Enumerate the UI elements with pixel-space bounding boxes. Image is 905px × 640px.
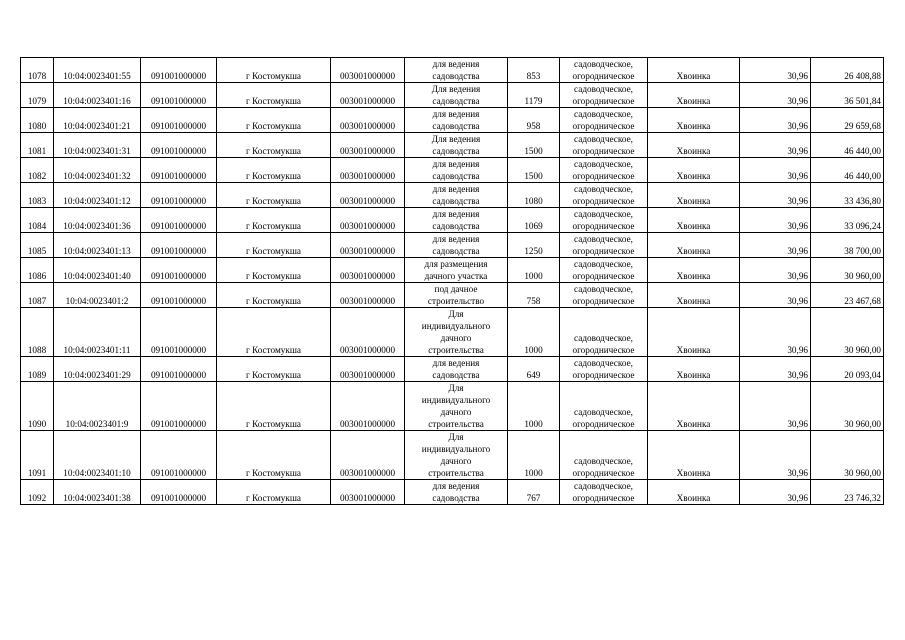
row-number-cell: 1087 bbox=[21, 283, 54, 308]
zone-code-cell: 003001000000 bbox=[331, 133, 405, 158]
category-line: огородническое bbox=[572, 296, 635, 306]
permitted-use-line: Для ведения bbox=[431, 84, 481, 94]
permitted-use-line: для ведения bbox=[432, 59, 480, 69]
category-line: огородническое bbox=[572, 171, 635, 181]
cadastral-value-cell: 23 467,68 bbox=[811, 283, 884, 308]
cadastral-value-cell: 26 408,88 bbox=[811, 58, 884, 83]
category-cell bbox=[560, 158, 648, 183]
category-line: садоводческое, bbox=[574, 481, 633, 491]
category-line: садоводческое, bbox=[574, 407, 633, 417]
area-cell: 853 bbox=[508, 58, 560, 83]
permitted-use-line: садоводства bbox=[432, 171, 480, 181]
cadastral-number-cell: 10:04:0023401:21 bbox=[54, 108, 141, 133]
permitted-use-line: для ведения bbox=[432, 358, 480, 368]
permitted-use-line: Для bbox=[448, 432, 464, 442]
zone-code-cell: 003001000000 bbox=[331, 431, 405, 480]
city-cell: г Костомукша bbox=[217, 58, 331, 83]
permitted-use-line: дачного участка bbox=[424, 271, 488, 281]
area-cell: 1000 bbox=[508, 308, 560, 357]
cadastral-number-cell: 10:04:0023401:29 bbox=[54, 357, 141, 382]
category-line: огородническое bbox=[572, 196, 635, 206]
category-cell bbox=[560, 58, 648, 83]
permitted-use-line: индивидуального bbox=[421, 321, 491, 331]
city-cell: г Костомукша bbox=[217, 208, 331, 233]
permitted-use-line: Для bbox=[448, 309, 464, 319]
area-cell: 958 bbox=[508, 108, 560, 133]
cadastral-value-cell: 33 096,24 bbox=[811, 208, 884, 233]
category-line: огородническое bbox=[572, 146, 635, 156]
cadastral-number-cell: 10:04:0023401:40 bbox=[54, 258, 141, 283]
city-cell: г Костомукша bbox=[217, 382, 331, 431]
permitted-use-line: дачного bbox=[440, 333, 472, 343]
permitted-use-cell bbox=[405, 283, 508, 308]
permitted-use-cell bbox=[405, 258, 508, 283]
row-number-cell: 1084 bbox=[21, 208, 54, 233]
city-cell: г Костомукша bbox=[217, 283, 331, 308]
okato-code-cell: 091001000000 bbox=[141, 183, 217, 208]
permitted-use-line: для ведения bbox=[432, 234, 480, 244]
location-cell: Хвоинка bbox=[648, 158, 740, 183]
category-line: садоводческое, bbox=[574, 109, 633, 119]
okato-code-cell: 091001000000 bbox=[141, 382, 217, 431]
cadastral-value-cell: 46 440,00 bbox=[811, 158, 884, 183]
permitted-use-line: строительства bbox=[428, 468, 484, 478]
area-cell: 1069 bbox=[508, 208, 560, 233]
rate-cell: 30,96 bbox=[740, 431, 811, 480]
area-cell: 1250 bbox=[508, 233, 560, 258]
city-cell: г Костомукша bbox=[217, 357, 331, 382]
okato-code-cell: 091001000000 bbox=[141, 357, 217, 382]
category-cell bbox=[560, 208, 648, 233]
rate-cell: 30,96 bbox=[740, 283, 811, 308]
city-cell: г Костомукша bbox=[217, 183, 331, 208]
okato-code-cell: 091001000000 bbox=[141, 58, 217, 83]
location-cell: Хвоинка bbox=[648, 308, 740, 357]
cadastral-value-cell: 23 746,32 bbox=[811, 480, 884, 505]
row-number-cell: 1082 bbox=[21, 158, 54, 183]
okato-code-cell: 091001000000 bbox=[141, 283, 217, 308]
area-cell: 1000 bbox=[508, 431, 560, 480]
area-cell: 1179 bbox=[508, 83, 560, 108]
category-line: садоводческое, bbox=[574, 333, 633, 343]
category-line: садоводческое, bbox=[574, 84, 633, 94]
row-number-cell: 1081 bbox=[21, 133, 54, 158]
permitted-use-cell bbox=[405, 357, 508, 382]
okato-code-cell: 091001000000 bbox=[141, 108, 217, 133]
table-row bbox=[21, 208, 884, 233]
cadastral-number-cell: 10:04:0023401:10 bbox=[54, 431, 141, 480]
okato-code-cell: 091001000000 bbox=[141, 83, 217, 108]
permitted-use-line: для ведения bbox=[432, 209, 480, 219]
category-line: огородническое bbox=[572, 271, 635, 281]
category-line: огородническое bbox=[572, 468, 635, 478]
okato-code-cell: 091001000000 bbox=[141, 133, 217, 158]
category-line: садоводческое, bbox=[574, 209, 633, 219]
table-row bbox=[21, 357, 884, 382]
row-number-cell: 1078 bbox=[21, 58, 54, 83]
permitted-use-line: для ведения bbox=[432, 109, 480, 119]
permitted-use-line: садоводства bbox=[432, 196, 480, 206]
permitted-use-cell bbox=[405, 308, 508, 357]
cadastral-number-cell: 10:04:0023401:2 bbox=[54, 283, 141, 308]
row-number-cell: 1080 bbox=[21, 108, 54, 133]
permitted-use-line: строительства bbox=[428, 345, 484, 355]
table-row bbox=[21, 183, 884, 208]
category-line: садоводческое, bbox=[574, 159, 633, 169]
zone-code-cell: 003001000000 bbox=[331, 58, 405, 83]
permitted-use-cell bbox=[405, 83, 508, 108]
cadastral-value-cell: 30 960,00 bbox=[811, 308, 884, 357]
category-cell bbox=[560, 133, 648, 158]
rate-cell: 30,96 bbox=[740, 233, 811, 258]
permitted-use-line: для ведения bbox=[432, 481, 480, 491]
cadastral-value-cell: 38 700,00 bbox=[811, 233, 884, 258]
cadastral-value-cell: 33 436,80 bbox=[811, 183, 884, 208]
area-cell: 1500 bbox=[508, 158, 560, 183]
permitted-use-line: садоводства bbox=[432, 246, 480, 256]
location-cell: Хвоинка bbox=[648, 133, 740, 158]
okato-code-cell: 091001000000 bbox=[141, 233, 217, 258]
cadastral-number-cell: 10:04:0023401:9 bbox=[54, 382, 141, 431]
permitted-use-line: садоводства bbox=[432, 370, 480, 380]
zone-code-cell: 003001000000 bbox=[331, 258, 405, 283]
table-row bbox=[21, 133, 884, 158]
category-cell bbox=[560, 233, 648, 258]
zone-code-cell: 003001000000 bbox=[331, 83, 405, 108]
table-row bbox=[21, 283, 884, 308]
row-number-cell: 1089 bbox=[21, 357, 54, 382]
location-cell: Хвоинка bbox=[648, 183, 740, 208]
area-cell: 1000 bbox=[508, 258, 560, 283]
cadastral-value-cell: 30 960,00 bbox=[811, 382, 884, 431]
permitted-use-cell bbox=[405, 233, 508, 258]
permitted-use-cell bbox=[405, 480, 508, 505]
city-cell: г Костомукша bbox=[217, 308, 331, 357]
location-cell: Хвоинка bbox=[648, 431, 740, 480]
zone-code-cell: 003001000000 bbox=[331, 382, 405, 431]
city-cell: г Костомукша bbox=[217, 108, 331, 133]
cadastral-number-cell: 10:04:0023401:16 bbox=[54, 83, 141, 108]
category-line: огородническое bbox=[572, 221, 635, 231]
table-row bbox=[21, 58, 884, 83]
cadastral-value-cell: 30 960,00 bbox=[811, 431, 884, 480]
zone-code-cell: 003001000000 bbox=[331, 208, 405, 233]
land-register-table bbox=[20, 57, 884, 505]
cadastral-value-cell: 46 440,00 bbox=[811, 133, 884, 158]
rate-cell: 30,96 bbox=[740, 158, 811, 183]
zone-code-cell: 003001000000 bbox=[331, 308, 405, 357]
city-cell: г Костомукша bbox=[217, 480, 331, 505]
cadastral-value-cell: 20 093,04 bbox=[811, 357, 884, 382]
category-cell bbox=[560, 108, 648, 133]
category-line: огородническое bbox=[572, 345, 635, 355]
category-cell bbox=[560, 431, 648, 480]
permitted-use-line: индивидуального bbox=[421, 444, 491, 454]
category-line: огородническое bbox=[572, 370, 635, 380]
category-cell bbox=[560, 258, 648, 283]
location-cell: Хвоинка bbox=[648, 357, 740, 382]
row-number-cell: 1088 bbox=[21, 308, 54, 357]
category-line: садоводческое, bbox=[574, 358, 633, 368]
cadastral-value-cell: 30 960,00 bbox=[811, 258, 884, 283]
permitted-use-line: строительство bbox=[427, 296, 485, 306]
okato-code-cell: 091001000000 bbox=[141, 431, 217, 480]
row-number-cell: 1086 bbox=[21, 258, 54, 283]
area-cell: 758 bbox=[508, 283, 560, 308]
permitted-use-line: под дачное bbox=[434, 284, 478, 294]
cadastral-number-cell: 10:04:0023401:11 bbox=[54, 308, 141, 357]
city-cell: г Костомукша bbox=[217, 133, 331, 158]
table-row bbox=[21, 233, 884, 258]
rate-cell: 30,96 bbox=[740, 382, 811, 431]
category-cell bbox=[560, 382, 648, 431]
permitted-use-cell bbox=[405, 431, 508, 480]
category-cell bbox=[560, 308, 648, 357]
permitted-use-line: индивидуального bbox=[421, 395, 491, 405]
permitted-use-line: для размещения bbox=[424, 259, 488, 269]
row-number-cell: 1091 bbox=[21, 431, 54, 480]
permitted-use-cell bbox=[405, 382, 508, 431]
location-cell: Хвоинка bbox=[648, 58, 740, 83]
okato-code-cell: 091001000000 bbox=[141, 158, 217, 183]
area-cell: 1000 bbox=[508, 382, 560, 431]
category-line: огородническое bbox=[572, 96, 635, 106]
cadastral-number-cell: 10:04:0023401:38 bbox=[54, 480, 141, 505]
category-line: садоводческое, bbox=[574, 59, 633, 69]
permitted-use-line: Для bbox=[448, 383, 464, 393]
cadastral-number-cell: 10:04:0023401:12 bbox=[54, 183, 141, 208]
rate-cell: 30,96 bbox=[740, 183, 811, 208]
rate-cell: 30,96 bbox=[740, 357, 811, 382]
row-number-cell: 1079 bbox=[21, 83, 54, 108]
permitted-use-cell bbox=[405, 183, 508, 208]
permitted-use-line: для ведения bbox=[432, 159, 480, 169]
location-cell: Хвоинка bbox=[648, 382, 740, 431]
table-row bbox=[21, 258, 884, 283]
table-row bbox=[21, 480, 884, 505]
area-cell: 1080 bbox=[508, 183, 560, 208]
permitted-use-cell bbox=[405, 158, 508, 183]
permitted-use-line: садоводства bbox=[432, 96, 480, 106]
category-line: садоводческое, bbox=[574, 134, 633, 144]
zone-code-cell: 003001000000 bbox=[331, 183, 405, 208]
permitted-use-line: Для ведения bbox=[431, 134, 481, 144]
rate-cell: 30,96 bbox=[740, 208, 811, 233]
cadastral-number-cell: 10:04:0023401:32 bbox=[54, 158, 141, 183]
table-row bbox=[21, 308, 884, 357]
cadastral-value-cell: 29 659,68 bbox=[811, 108, 884, 133]
rate-cell: 30,96 bbox=[740, 58, 811, 83]
rate-cell: 30,96 bbox=[740, 83, 811, 108]
okato-code-cell: 091001000000 bbox=[141, 258, 217, 283]
rate-cell: 30,96 bbox=[740, 133, 811, 158]
permitted-use-line: садоводства bbox=[432, 146, 480, 156]
category-cell bbox=[560, 283, 648, 308]
zone-code-cell: 003001000000 bbox=[331, 233, 405, 258]
zone-code-cell: 003001000000 bbox=[331, 158, 405, 183]
category-line: огородническое bbox=[572, 246, 635, 256]
table-body bbox=[21, 58, 884, 505]
rate-cell: 30,96 bbox=[740, 480, 811, 505]
rate-cell: 30,96 bbox=[740, 258, 811, 283]
category-line: садоводческое, bbox=[574, 234, 633, 244]
area-cell: 1500 bbox=[508, 133, 560, 158]
row-number-cell: 1085 bbox=[21, 233, 54, 258]
permitted-use-line: строительства bbox=[428, 419, 484, 429]
category-cell bbox=[560, 83, 648, 108]
permitted-use-line: дачного bbox=[440, 456, 472, 466]
zone-code-cell: 003001000000 bbox=[331, 283, 405, 308]
cadastral-number-cell: 10:04:0023401:55 bbox=[54, 58, 141, 83]
row-number-cell: 1083 bbox=[21, 183, 54, 208]
cadastral-value-cell: 36 501,84 bbox=[811, 83, 884, 108]
cadastral-number-cell: 10:04:0023401:36 bbox=[54, 208, 141, 233]
permitted-use-cell bbox=[405, 108, 508, 133]
location-cell: Хвоинка bbox=[648, 480, 740, 505]
area-cell: 767 bbox=[508, 480, 560, 505]
permitted-use-line: для ведения bbox=[432, 184, 480, 194]
city-cell: г Костомукша bbox=[217, 258, 331, 283]
location-cell: Хвоинка bbox=[648, 208, 740, 233]
okato-code-cell: 091001000000 bbox=[141, 308, 217, 357]
category-line: огородническое bbox=[572, 419, 635, 429]
city-cell: г Костомукша bbox=[217, 83, 331, 108]
city-cell: г Костомукша bbox=[217, 158, 331, 183]
okato-code-cell: 091001000000 bbox=[141, 480, 217, 505]
category-line: садоводческое, bbox=[574, 184, 633, 194]
row-number-cell: 1090 bbox=[21, 382, 54, 431]
location-cell: Хвоинка bbox=[648, 283, 740, 308]
permitted-use-line: садоводства bbox=[432, 71, 480, 81]
rate-cell: 30,96 bbox=[740, 308, 811, 357]
location-cell: Хвоинка bbox=[648, 83, 740, 108]
permitted-use-cell bbox=[405, 133, 508, 158]
category-cell bbox=[560, 183, 648, 208]
category-line: огородническое bbox=[572, 493, 635, 503]
cadastral-number-cell: 10:04:0023401:13 bbox=[54, 233, 141, 258]
category-line: садоводческое, bbox=[574, 284, 633, 294]
table-row bbox=[21, 108, 884, 133]
location-cell: Хвоинка bbox=[648, 233, 740, 258]
zone-code-cell: 003001000000 bbox=[331, 108, 405, 133]
table-row bbox=[21, 382, 884, 431]
category-line: огородническое bbox=[572, 71, 635, 81]
okato-code-cell: 091001000000 bbox=[141, 208, 217, 233]
location-cell: Хвоинка bbox=[648, 258, 740, 283]
category-line: садоводческое, bbox=[574, 456, 633, 466]
category-line: садоводческое, bbox=[574, 259, 633, 269]
table-row bbox=[21, 158, 884, 183]
cadastral-number-cell: 10:04:0023401:31 bbox=[54, 133, 141, 158]
zone-code-cell: 003001000000 bbox=[331, 357, 405, 382]
city-cell: г Костомукша bbox=[217, 233, 331, 258]
permitted-use-cell bbox=[405, 208, 508, 233]
permitted-use-line: садоводства bbox=[432, 221, 480, 231]
category-cell bbox=[560, 480, 648, 505]
table-row bbox=[21, 83, 884, 108]
table-row bbox=[21, 431, 884, 480]
area-cell: 649 bbox=[508, 357, 560, 382]
permitted-use-line: садоводства bbox=[432, 121, 480, 131]
category-line: огородническое bbox=[572, 121, 635, 131]
row-number-cell: 1092 bbox=[21, 480, 54, 505]
category-cell bbox=[560, 357, 648, 382]
permitted-use-line: дачного bbox=[440, 407, 472, 417]
permitted-use-cell bbox=[405, 58, 508, 83]
permitted-use-line: садоводства bbox=[432, 493, 480, 503]
zone-code-cell: 003001000000 bbox=[331, 480, 405, 505]
location-cell: Хвоинка bbox=[648, 108, 740, 133]
city-cell: г Костомукша bbox=[217, 431, 331, 480]
rate-cell: 30,96 bbox=[740, 108, 811, 133]
